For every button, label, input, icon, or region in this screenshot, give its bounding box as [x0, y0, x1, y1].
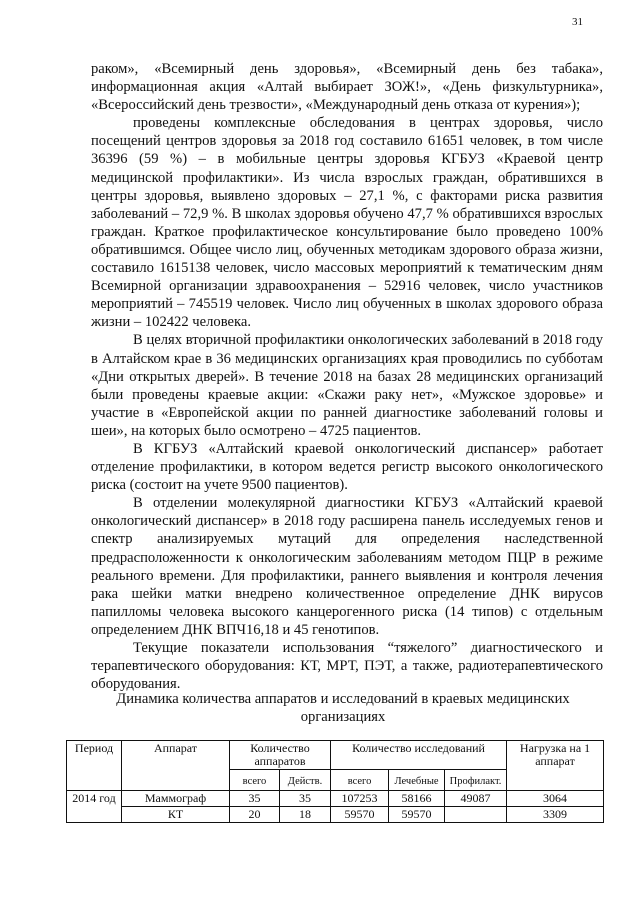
table-row — [67, 791, 604, 807]
header-apparatus: Аппарат — [122, 741, 230, 791]
page-number: 31 — [572, 16, 583, 28]
period-cell: 2014 год — [67, 791, 122, 823]
studies-total-cell: 59570 — [331, 807, 389, 823]
working-cell: 35 — [280, 791, 331, 807]
header-device-count: Количество аппаратов — [230, 741, 331, 770]
table-row — [67, 807, 604, 823]
medical-cell: 59570 — [389, 807, 445, 823]
load-cell: 3064 — [507, 791, 604, 807]
header-medical: Лечебные — [389, 770, 445, 791]
preventive-cell: 49087 — [445, 791, 507, 807]
header-total: всего — [230, 770, 280, 791]
working-cell: 18 — [280, 807, 331, 823]
apparatus-cell: Маммограф — [122, 791, 230, 807]
paragraph: Текущие показатели использования “тяжелого” диагностического и терапевтического оборудования: КТ, МРТ, ПЭТ, а также, радиотерапевтического оборудования. — [91, 640, 603, 693]
paragraph: В отделении молекулярной диагностики КГБУЗ «Алтайский краевой онкологический диспансер» в 2018 году расширена панель исследуемых генов и спектр анализируемых мутаций для определения наследственной предрасположенности к онкологическим заболеваниям методом ПЦР в режиме реального времени. Для профилактики, раннего выявления и контроля лечения рака шейки матки внедрено количественное определение ДНК вирусов папилломы человека высокого канцерогенного риска (14 типов) с отдельным определением ДНК ВПЧ16,18 и 45 генотипов. — [91, 495, 603, 638]
body-text — [91, 60, 603, 693]
apparatus-cell: КТ — [122, 807, 230, 823]
paragraph: В целях вторичной профилактики онкологических заболеваний в 2018 году в Алтайском крае в 36 медицинских организациях края проводились по субботам «Дни открытых дверей». В течение 2018 на базах 28 медицинских организаций были проведены краевые акции: «Скажи раку нет», «Мужское здоровье» и участие в «Европейской акции по ранней диагностике заболеваний головы и шеи», на которых было осмотрено – 4725 пациентов. — [91, 332, 603, 439]
header-studies-total: всего — [331, 770, 389, 791]
header-period: Период — [67, 741, 122, 791]
paragraph: В КГБУЗ «Алтайский краевой онкологический диспансер» работает отделение профилактики, в котором ведется регистр высокого онкологического риска (состоит на учете 9500 пациентов). — [91, 440, 603, 494]
total-cell: 20 — [230, 807, 280, 823]
equipment-table — [66, 740, 604, 823]
paragraph: раком», «Всемирный день здоровья», «Всемирный день без табака», информационная акция «Алтай выбирает ЗОЖ!», «День физкультурника», «Всероссийский день трезвости», «Международный день отказа от курения»); — [91, 61, 603, 114]
medical-cell: 58166 — [389, 791, 445, 807]
total-cell: 35 — [230, 791, 280, 807]
studies-total-cell: 107253 — [331, 791, 389, 807]
paragraph: проведены комплексные обследования в центрах здоровья, число посещений центров здоровья за 2018 год составило 61651 человек, в том числе 36396 (59 %) – в мобильные центры здоровья КГБУЗ «Краевой центр медицинской профилактики». Из числа взрослых граждан, обратившихся в центры здоровья, выявлено здоровых – 27,1 %, с факторами риска развития заболеваний – 72,9 %. В школах здоровья обучено 47,7 % обратившихся взрослых граждан. Краткое профилактическое консультирование было проведено 100% обратившимся. Общее число лиц, обученных методикам здорового образа жизни, составило 1615138 человек, число массовых мероприятий к тематическим дням Всемирной организации здравоохранения – 52916 человек, число участников мероприятий – 745519 человек. Число лиц обученных в школах здорового образа жизни – 102422 человека. — [91, 115, 603, 331]
header-load: Нагрузка на 1 аппарат — [507, 741, 604, 791]
load-cell: 3309 — [507, 807, 604, 823]
header-studies-count: Количество исследований — [331, 741, 507, 770]
preventive-cell — [445, 807, 507, 823]
header-preventive: Профилакт. — [445, 770, 507, 791]
header-working: Действ. — [280, 770, 331, 791]
table-caption: Динамика количества аппаратов и исследований в краевых медицинских организациях — [116, 691, 570, 725]
